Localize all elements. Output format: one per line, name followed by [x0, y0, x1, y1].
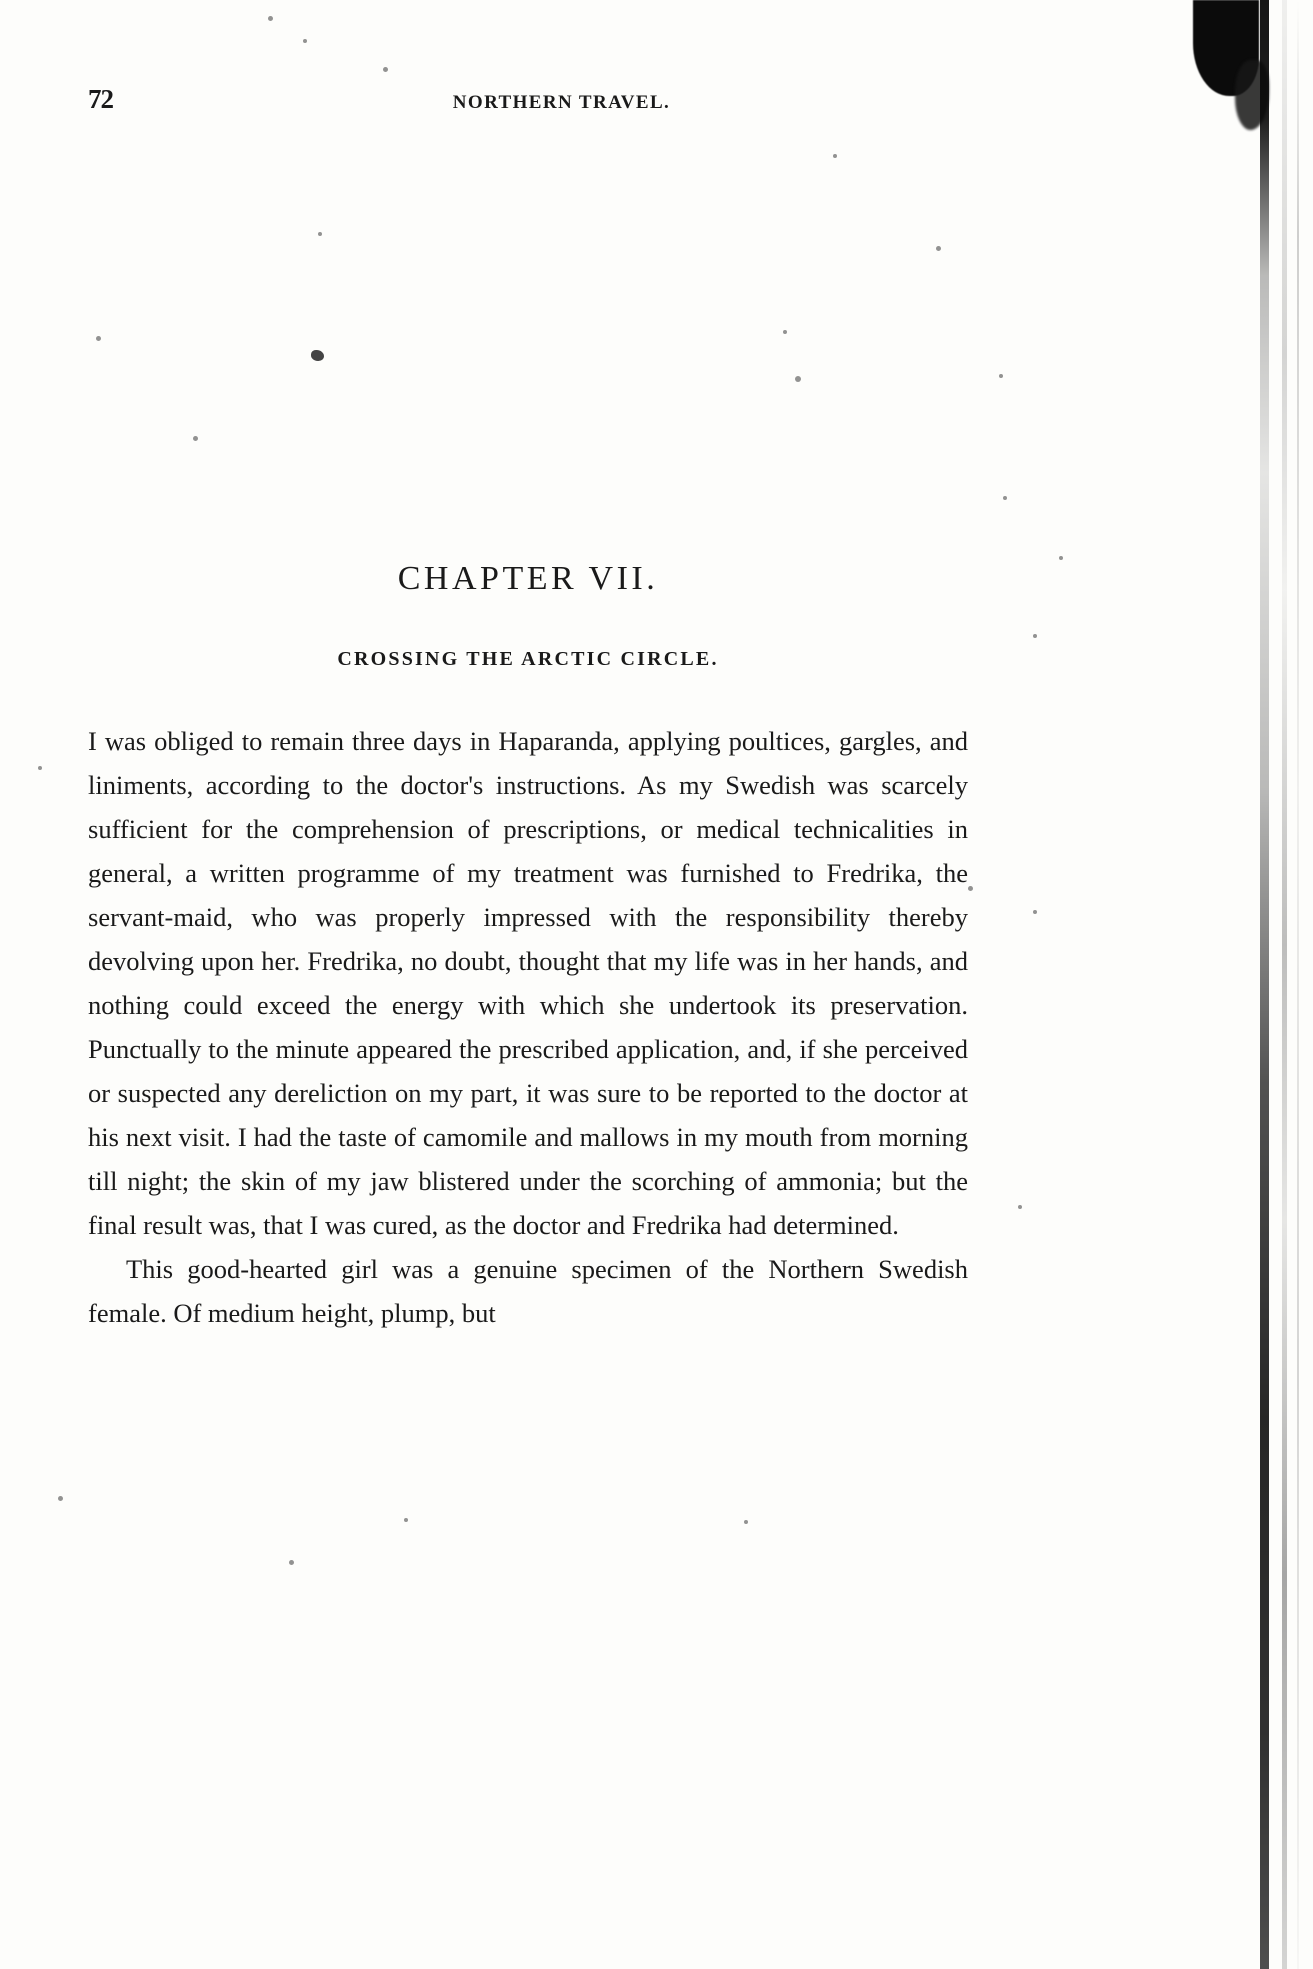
paragraph — [88, 1247, 1098, 1335]
ink-speck — [96, 336, 101, 341]
page-number: 72 — [88, 84, 113, 114]
ink-speck — [783, 330, 787, 334]
ink-speck — [383, 67, 388, 72]
ink-speck — [289, 1560, 294, 1565]
ink-speck — [318, 232, 322, 236]
text-column — [88, 560, 1098, 1335]
ink-speck — [833, 154, 837, 158]
ink-speck — [936, 246, 941, 251]
paragraph-text: This good-hearted girl was a genuine specimen of the Northern Swedish female. Of medium height, plump, but — [88, 1254, 968, 1328]
chapter-title: CHAPTER VII. — [397, 560, 659, 597]
chapter-subtitle: CROSSING THE ARCTIC CIRCLE. — [337, 648, 719, 670]
running-head-title: NORTHERN TRAVEL. — [452, 92, 671, 113]
ink-speck — [303, 39, 307, 43]
scan-edge-shadow — [1193, 0, 1313, 1969]
ink-speck — [58, 1496, 63, 1501]
ink-speck — [404, 1518, 408, 1522]
scan-blotch — [1193, 0, 1259, 96]
ink-speck — [38, 766, 42, 770]
scan-binding-edge — [1260, 0, 1269, 1969]
ink-speck — [744, 1520, 748, 1524]
ink-speck — [193, 436, 198, 441]
scan-binding-edge-outer — [1282, 0, 1287, 1969]
ink-speck — [1003, 496, 1007, 500]
paragraph: I was obliged to remain three days in Haparanda, applying poultices, gargles, and liniments, according to the doctor's instructions. As my Swedish was scarcely sufficient for the comprehension of prescriptions, or medical technicalities in general, a written programme of my treatment was furnished to Fredrika, the servant-maid, who was properly impressed with the responsibility thereby devolving upon her. Fredrika, no doubt, thought that my life was in her hands, and nothing could exceed the energy with which she undertook its preservation. Punctually to the minute appeared the prescribed application, and, if she perceived or suspected any dereliction on my part, it was sure to be reported to the doctor at his next visit. I had the taste of camomile and mallows in my mouth from morning till night; the skin of my jaw blistered under the scorching of ammonia; but the final result was, that I was cured, as the doctor and Fredrika had determined. — [88, 726, 968, 1240]
running-head — [0, 84, 1313, 118]
ink-blot-large — [311, 350, 324, 361]
ink-speck — [999, 374, 1003, 378]
ink-speck — [268, 16, 273, 21]
ink-speck — [795, 376, 801, 382]
scan-hairline — [1297, 0, 1299, 1969]
